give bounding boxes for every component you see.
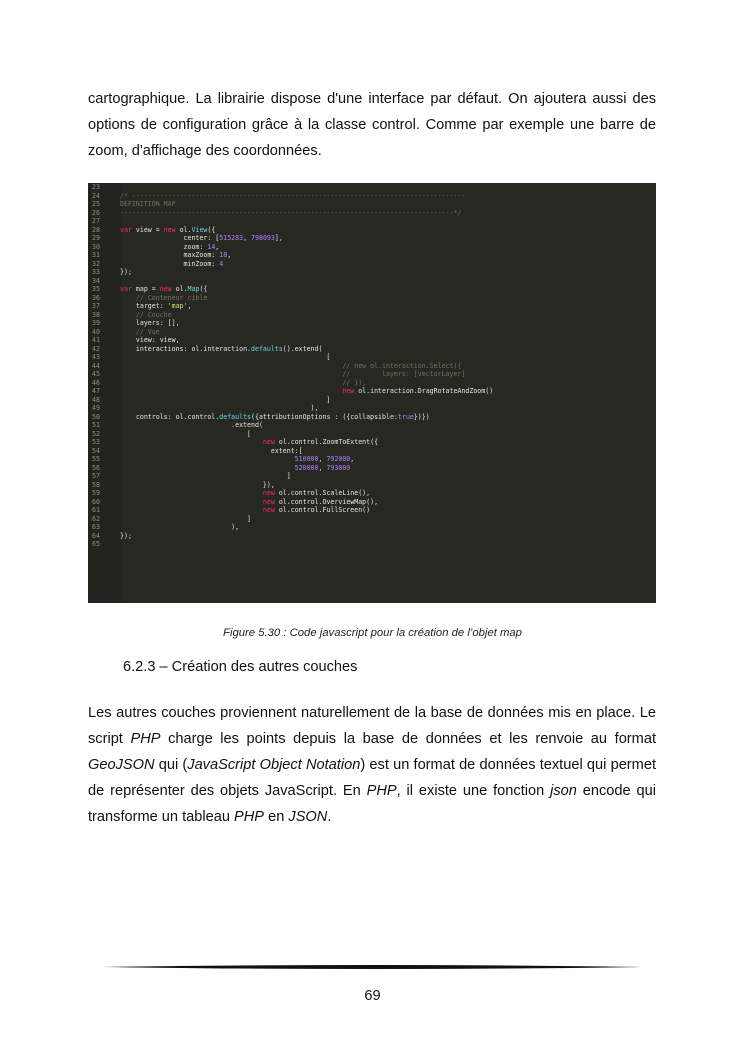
- code-line: 57 ]: [92, 472, 291, 480]
- code-line: 64 });: [92, 531, 132, 540]
- code-line: 56 520000, 793000: [92, 463, 351, 472]
- code-line: 36 // Conteneur cible: [92, 293, 208, 302]
- code-line: 44 // new ol.interaction.Select({: [92, 361, 462, 370]
- code-line: 34: [92, 276, 100, 285]
- code-line: 55 510000, 792000,: [92, 455, 355, 463]
- code-line: 45 // layers: [vectorLayer]: [92, 370, 466, 378]
- section-heading: 6.2.3 – Création des autres couches: [123, 659, 358, 675]
- code-line: 27: [92, 217, 100, 225]
- body-text: Les autres couches proviennent naturellement de la base de données mis en place. Le script PHP charge les points depuis la base de données et les renvoie au format GeoJSON qui (JavaScript Object Notation) est un format de données textuel qui permet de représenter des objets JavaScript. En PHP, il existe une fonction json encode qui transforme un tableau PHP en JSON.: [88, 705, 657, 825]
- code-line: 53 new ol.control.ZoomToExtent({: [92, 438, 379, 446]
- figure-caption: Figure 5.30 : Code javascript pour la création de l’objet map: [223, 627, 522, 639]
- code-line: 47 new ol.interaction.DragRotateAndZoom(): [92, 387, 494, 395]
- code-line: 51 .extend(: [92, 421, 263, 429]
- intro-paragraph: [88, 86, 656, 164]
- page-number: 69: [364, 988, 381, 1004]
- code-screenshot: [88, 183, 656, 603]
- code-line: 42 interactions: ol.interaction.defaults().extend(: [92, 344, 323, 353]
- code-line: 24 /* ------------------------------------------------------------------------------------: [92, 191, 466, 200]
- code-line: 33 });: [92, 268, 132, 276]
- intro-text: cartographique. La librairie dispose d'une interface par défaut. On ajoutera aussi des options de configuration grâce à la classe control. Comme par exemple une barre de zoom, d'affichage des coordonnées.: [88, 91, 656, 159]
- code-line: 49 ),: [92, 404, 319, 412]
- code-line: 48 ]: [92, 395, 331, 404]
- code-line: 35 var map = new ol.Map({: [92, 285, 208, 293]
- code-line: 30 zoom: 14,: [92, 242, 220, 251]
- code-line: 37 target: 'map',: [92, 302, 192, 310]
- code-line: 25 DEFINITION MAP: [92, 200, 176, 208]
- code-line: 58 }),: [92, 480, 275, 489]
- code-line: 60 new ol.control.OverviewMap(),: [92, 497, 379, 506]
- footer-rule: [103, 964, 641, 970]
- code-line: 52 [: [92, 429, 252, 438]
- code-line: 40 // Vue: [92, 327, 160, 336]
- code-line: 23: [92, 183, 100, 191]
- code-line: 65: [92, 540, 100, 548]
- code-line: 62 ]: [92, 514, 252, 523]
- code-line: 50 controls: ol.control.defaults({attributionOptions : ({collapsible:true})}): [92, 412, 430, 421]
- code-line: 29 center: [515283, 798093],: [92, 234, 283, 242]
- code-line: 46 // }),: [92, 378, 367, 387]
- code-line: 61 new ol.control.FullScreen(): [92, 506, 371, 514]
- code-line: 38 // Couche: [92, 310, 172, 319]
- code-line: 43 [: [92, 353, 331, 361]
- code-line: 39 layers: [],: [92, 319, 180, 327]
- code-line: 32 minZoom: 4: [92, 259, 224, 268]
- code-line: 59 new ol.control.ScaleLine(),: [92, 489, 371, 497]
- code-line: 31 maxZoom: 18,: [92, 251, 232, 259]
- code-line: 26 ------------------------------------------------------------------------------------*/: [92, 208, 462, 217]
- code-block: [88, 183, 493, 549]
- code-line: 54 extent:[: [92, 446, 303, 455]
- code-line: 28 var view = new ol.View({: [92, 225, 216, 234]
- code-line: 63 ),: [92, 523, 240, 531]
- body-paragraph: [88, 700, 656, 830]
- code-line: 41 view: view,: [92, 336, 180, 344]
